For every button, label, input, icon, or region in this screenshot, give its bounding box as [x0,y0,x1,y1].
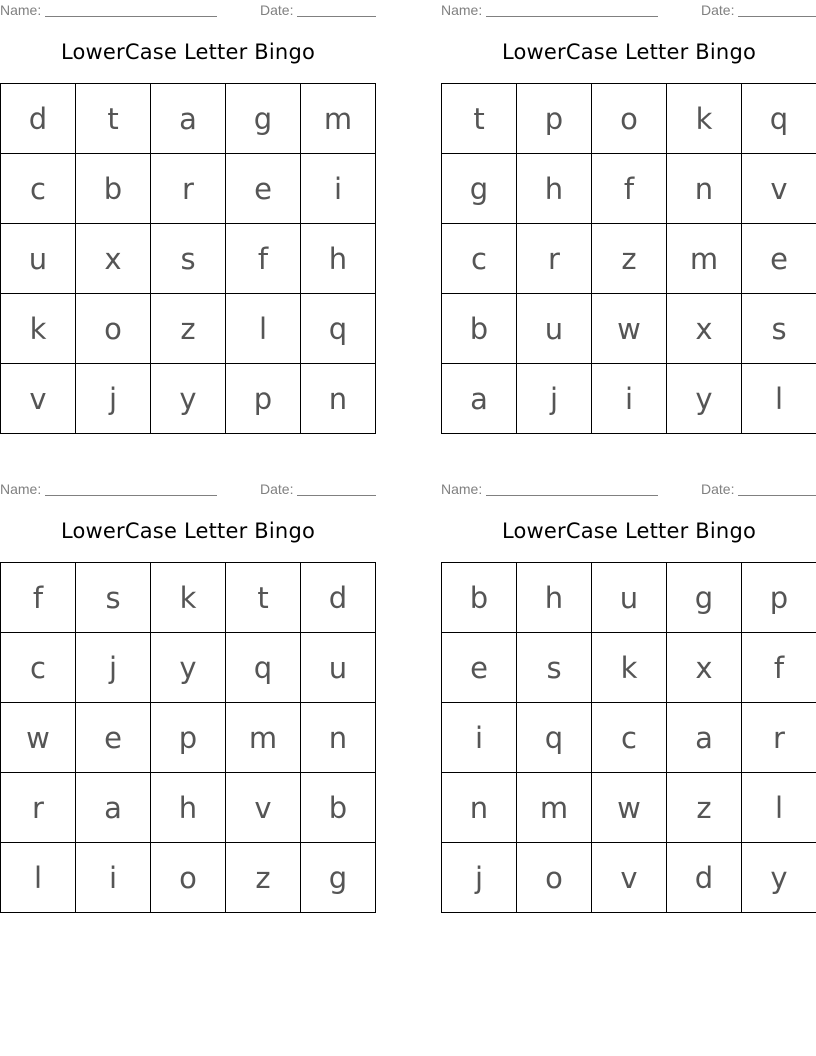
bingo-cell: z [667,773,742,843]
name-blank-line [45,16,217,17]
bingo-cell: v [1,364,76,434]
date-label: Date: [701,2,735,18]
bingo-cell: q [301,294,376,364]
bingo-cell: c [1,154,76,224]
bingo-cell: t [442,84,517,154]
bingo-cell: o [76,294,151,364]
bingo-card [0,479,376,895]
bingo-cell: y [151,364,226,434]
bingo-cell: i [76,843,151,913]
bingo-cell: h [517,154,592,224]
bingo-grid [0,562,376,913]
bingo-cell: l [1,843,76,913]
bingo-cell: r [1,773,76,843]
bingo-row [1,563,376,633]
bingo-cell: i [442,703,517,773]
bingo-cell: p [742,563,816,633]
bingo-cell: m [226,703,301,773]
bingo-cell: z [151,294,226,364]
bingo-cell: p [517,84,592,154]
date-blank-line [297,495,376,496]
bingo-cell: b [442,294,517,364]
bingo-cell: f [742,633,816,703]
bingo-row [442,703,816,773]
bingo-cell: f [226,224,301,294]
bingo-cell: t [226,563,301,633]
bingo-cell: m [301,84,376,154]
bingo-cell: z [592,224,667,294]
bingo-cell: w [592,294,667,364]
bingo-cell: q [517,703,592,773]
bingo-cell: n [301,364,376,434]
bingo-cell: s [151,224,226,294]
bingo-cell: b [301,773,376,843]
bingo-card [0,0,376,416]
bingo-cell: w [592,773,667,843]
bingo-cell: r [151,154,226,224]
bingo-cell: z [226,843,301,913]
bingo-row [442,364,816,434]
bingo-cell: u [1,224,76,294]
bingo-cell: g [301,843,376,913]
date-blank-line [738,16,816,17]
bingo-cell: a [76,773,151,843]
bingo-cell: g [226,84,301,154]
bingo-row [1,294,376,364]
bingo-cell: m [517,773,592,843]
name-label: Name: [441,481,483,497]
bingo-cell: j [442,843,517,913]
bingo-cell: k [151,563,226,633]
card-title: LowerCase Letter Bingo [60,40,316,64]
name-label: Name: [0,2,42,18]
bingo-cell: o [592,84,667,154]
bingo-row [442,154,816,224]
name-date-header [0,479,376,501]
bingo-cell: x [667,294,742,364]
bingo-row [442,224,816,294]
bingo-cell: p [151,703,226,773]
bingo-grid [0,83,376,434]
bingo-cell: x [76,224,151,294]
bingo-row [442,563,816,633]
bingo-card [441,479,816,895]
bingo-row [1,364,376,434]
bingo-cell: y [151,633,226,703]
bingo-cell: y [667,364,742,434]
bingo-cell: y [742,843,816,913]
bingo-cell: b [76,154,151,224]
bingo-cell: e [742,224,816,294]
bingo-row [442,84,816,154]
bingo-row [442,294,816,364]
bingo-cell: a [151,84,226,154]
date-label: Date: [701,481,735,497]
bingo-cell: b [442,563,517,633]
name-blank-line [45,495,217,496]
bingo-row [1,84,376,154]
bingo-row [1,843,376,913]
bingo-cell: s [76,563,151,633]
bingo-row [1,224,376,294]
name-blank-line [486,16,658,17]
bingo-grid [441,83,816,434]
bingo-cell: r [517,224,592,294]
bingo-cell: j [76,364,151,434]
bingo-cell: h [151,773,226,843]
bingo-cell: d [667,843,742,913]
bingo-row [1,773,376,843]
bingo-cell: l [742,364,816,434]
bingo-cell: o [151,843,226,913]
bingo-cell: n [442,773,517,843]
bingo-cell: x [667,633,742,703]
bingo-grid [441,562,816,913]
bingo-cell: v [742,154,816,224]
bingo-cell: t [76,84,151,154]
date-label: Date: [260,481,294,497]
card-title: LowerCase Letter Bingo [501,40,757,64]
bingo-cell: i [301,154,376,224]
bingo-cell: j [517,364,592,434]
bingo-cell: f [592,154,667,224]
date-blank-line [297,16,376,17]
bingo-cell: q [226,633,301,703]
bingo-cell: e [76,703,151,773]
bingo-cell: s [742,294,816,364]
bingo-cell: l [742,773,816,843]
card-title: LowerCase Letter Bingo [60,519,316,543]
bingo-cell: l [226,294,301,364]
card-title: LowerCase Letter Bingo [501,519,757,543]
bingo-cell: g [667,563,742,633]
bingo-row [442,843,816,913]
bingo-row [1,703,376,773]
bingo-cell: o [517,843,592,913]
bingo-cell: w [1,703,76,773]
bingo-cell: k [1,294,76,364]
bingo-cell: e [442,633,517,703]
bingo-cell: s [517,633,592,703]
bingo-cell: f [1,563,76,633]
name-label: Name: [0,481,42,497]
bingo-cell: c [592,703,667,773]
name-label: Name: [441,2,483,18]
bingo-cell: p [226,364,301,434]
bingo-row [442,633,816,703]
bingo-cell: n [667,154,742,224]
bingo-cell: q [742,84,816,154]
bingo-cell: m [667,224,742,294]
bingo-cell: u [592,563,667,633]
date-label: Date: [260,2,294,18]
name-date-header [0,0,376,22]
bingo-cell: c [442,224,517,294]
bingo-cell: a [667,703,742,773]
bingo-row [1,154,376,224]
bingo-cell: r [742,703,816,773]
bingo-cell: n [301,703,376,773]
bingo-cell: d [301,563,376,633]
bingo-cell: h [517,563,592,633]
bingo-cell: u [301,633,376,703]
bingo-cell: k [667,84,742,154]
bingo-cell: v [592,843,667,913]
bingo-cell: j [76,633,151,703]
bingo-cell: a [442,364,517,434]
bingo-cell: h [301,224,376,294]
bingo-row [1,633,376,703]
date-blank-line [738,495,816,496]
bingo-card [441,0,816,416]
bingo-cell: k [592,633,667,703]
bingo-row [442,773,816,843]
bingo-cell: e [226,154,301,224]
name-blank-line [486,495,658,496]
bingo-cell: u [517,294,592,364]
bingo-cell: c [1,633,76,703]
bingo-cell: i [592,364,667,434]
bingo-cell: d [1,84,76,154]
name-date-header [441,0,816,22]
name-date-header [441,479,816,501]
bingo-cell: v [226,773,301,843]
bingo-cell: g [442,154,517,224]
